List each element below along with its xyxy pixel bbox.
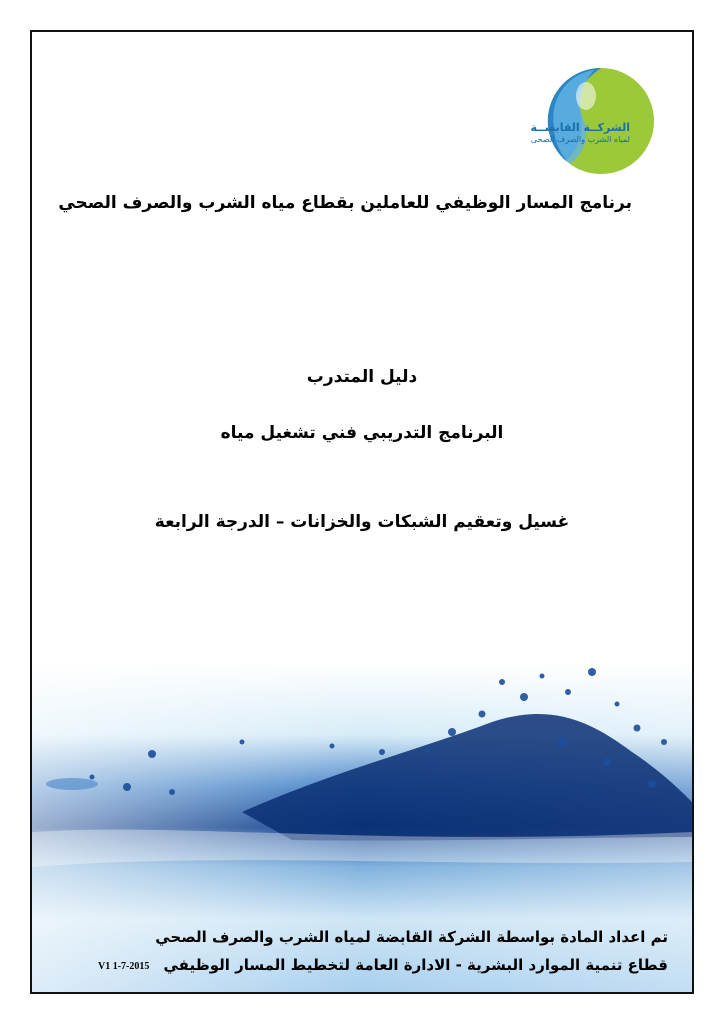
program-name: البرنامج التدريبي فني تشغيل مياه xyxy=(220,423,504,443)
logo-name-line-2: لمياه الشرب والصرف الصحى xyxy=(530,135,630,144)
footer-prepared-by: تم اعداد المادة بواسطة الشركة القابضة لمياه الشرب والصرف الصحي xyxy=(155,928,668,946)
logo-text xyxy=(530,122,630,146)
footer-department: قطاع تنمية الموارد البشرية - الادارة العامة لتخطيط المسار الوظيفي xyxy=(163,956,668,974)
guide-title: دليل المتدرب xyxy=(306,367,418,387)
logo-name-line-1: الشركــة القابضــة xyxy=(530,121,630,134)
program-title: برنامج المسار الوظيفي للعاملين بقطاع مياه الشرب والصرف الصحي xyxy=(58,193,632,213)
course-title: غسيل وتعقيم الشبكات والخزانات – الدرجة الرابعة xyxy=(154,512,570,532)
page-frame xyxy=(30,30,694,994)
version-label: V1 1-7-2015 xyxy=(98,961,150,972)
